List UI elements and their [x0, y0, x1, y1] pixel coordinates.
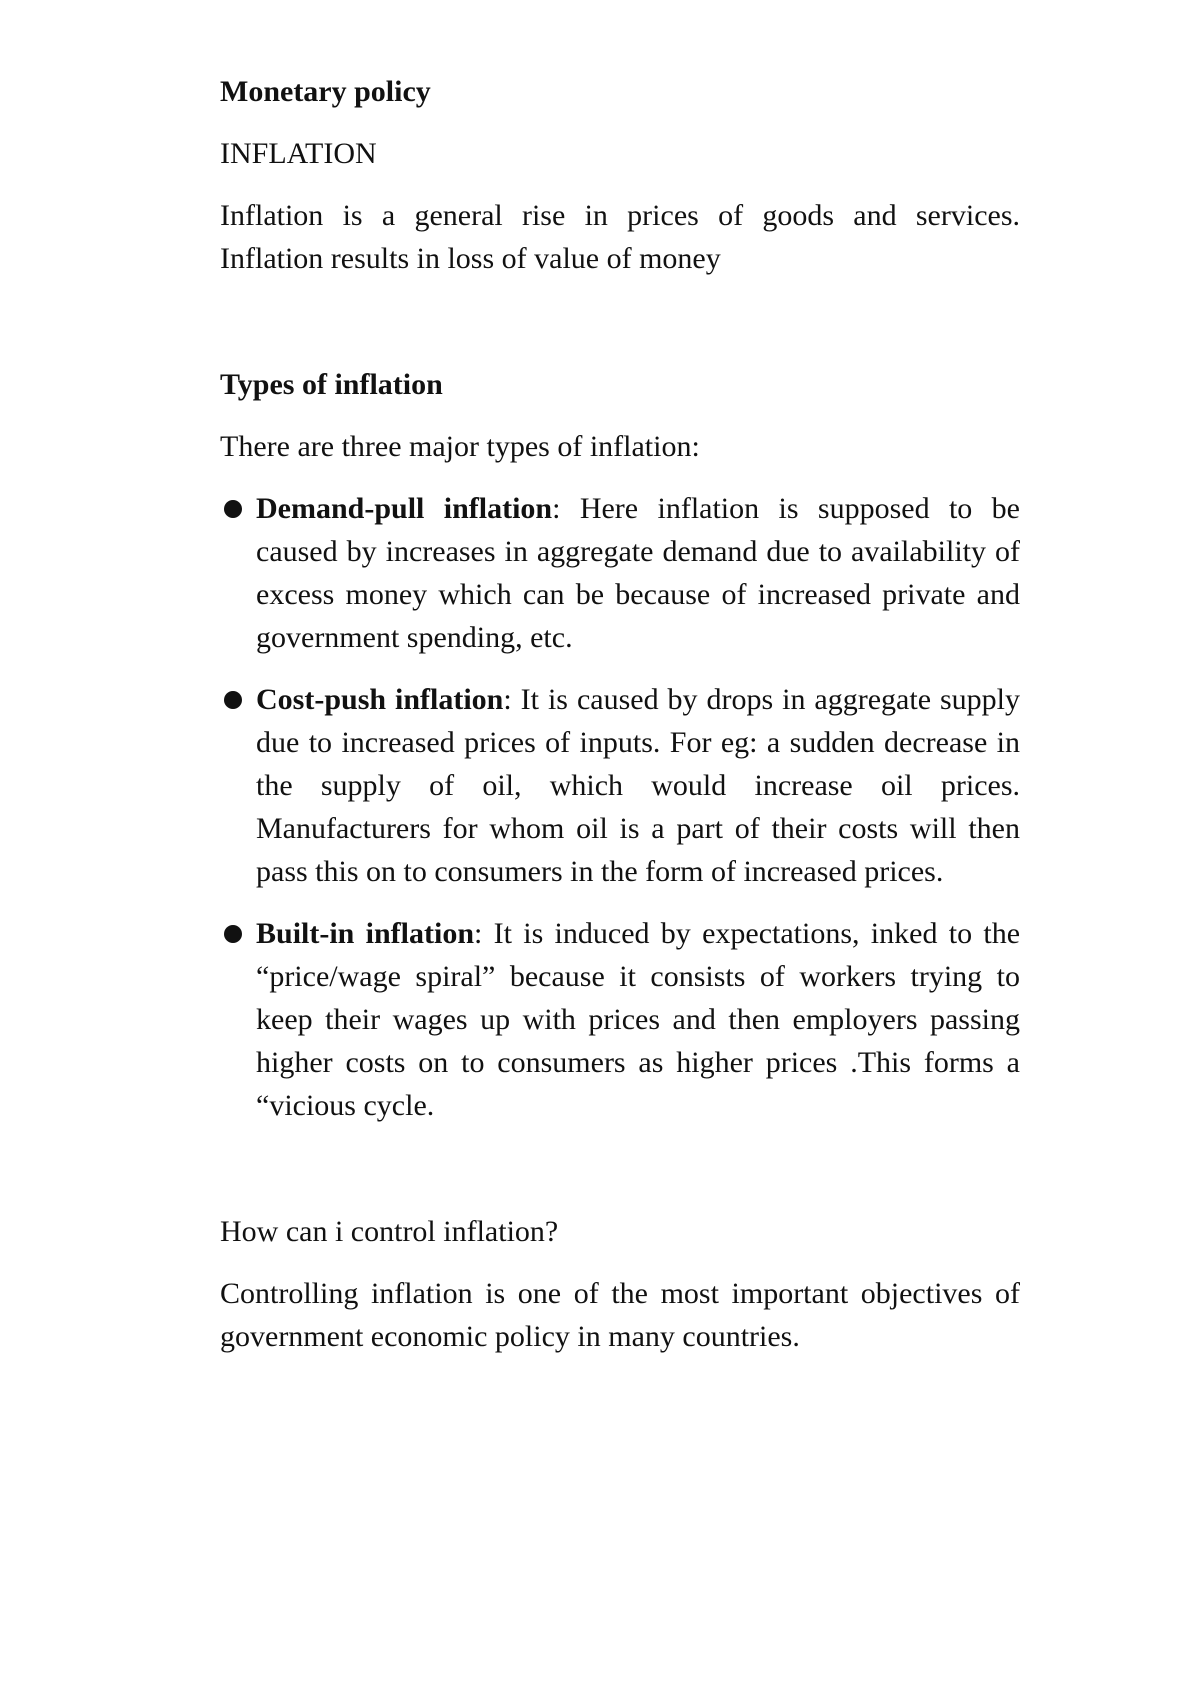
section-heading: INFLATION — [220, 137, 377, 170]
bullet-icon — [224, 500, 242, 518]
definition-line: Inflation results in loss of value of money — [220, 242, 721, 275]
definition-paragraph — [220, 194, 1020, 280]
type-description: : It is induced by expectations, inked to the “price/wage spiral” because it consists of workers trying to keep their wages up with prices and then employers passing higher costs on to consumers as higher prices .This forms a “vicious cycle. — [256, 917, 1021, 1122]
document-page — [220, 70, 1020, 1358]
type-term: Demand-pull inflation — [256, 492, 553, 525]
types-heading: Types of inflation — [220, 368, 443, 401]
document-title: Monetary policy — [220, 75, 431, 108]
inflation-types-list — [220, 487, 1020, 1127]
bullet-icon — [224, 691, 242, 709]
bullet-icon — [224, 925, 242, 943]
control-question: How can i control inflation? — [220, 1215, 559, 1248]
type-description: : Here inflation is supposed to be caused by increases in aggregate demand due to availability of excess money which can be because of increased private and government spending, etc. — [256, 492, 1020, 654]
type-term: Built-in inflation — [256, 917, 475, 950]
definition-line: Inflation is a general rise in prices of goods and services. — [220, 199, 1020, 232]
type-term: Cost-push inflation — [256, 683, 504, 716]
list-item — [220, 487, 1020, 659]
types-intro: There are three major types of inflation: — [220, 430, 700, 463]
list-item — [220, 678, 1020, 893]
list-item — [220, 912, 1020, 1127]
type-description: : It is caused by drops in aggregate supply due to increased prices of inputs. For eg: a sudden decrease in the supply of oil, which would increase oil prices. Manufacturers for whom oil is a part of their costs will then pass this on to consumers in the form of increased prices. — [256, 683, 1020, 888]
control-answer: Controlling inflation is one of the most important objectives of government economic policy in many countries. — [220, 1277, 1020, 1353]
